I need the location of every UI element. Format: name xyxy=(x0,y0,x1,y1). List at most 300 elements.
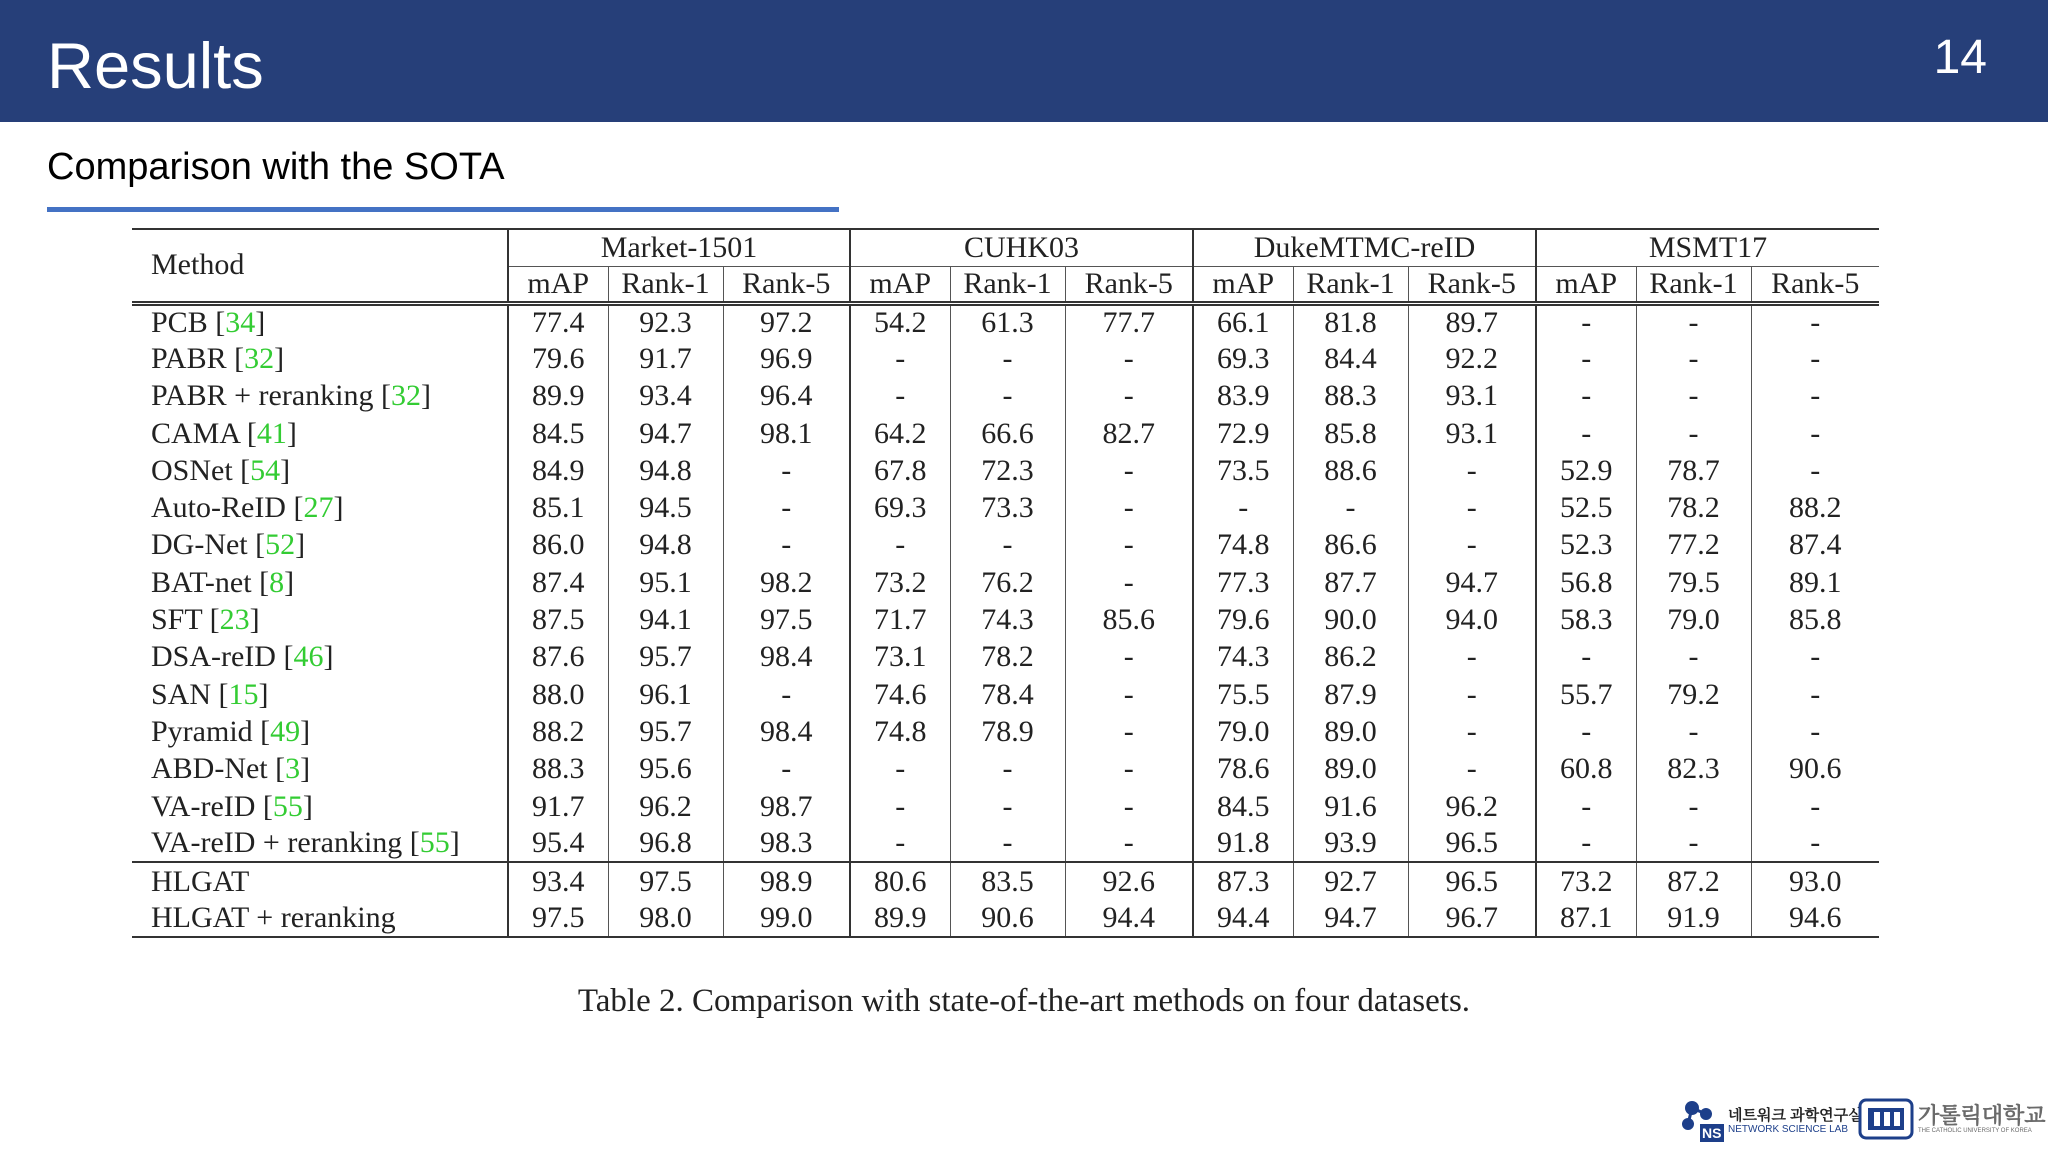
metric-value-cell: - xyxy=(1536,713,1636,750)
metric-value-cell: 94.7 xyxy=(608,415,723,452)
page-number: 14 xyxy=(1933,31,1987,84)
metric-value-cell: - xyxy=(950,378,1065,415)
metric-value-cell: - xyxy=(723,751,850,788)
metric-value-cell: 94.6 xyxy=(1751,900,1879,937)
metric-value-cell: - xyxy=(850,527,950,564)
slide-title: Results xyxy=(47,29,264,102)
dataset-header: Market-1501 xyxy=(508,229,850,266)
university-name-ko: 가톨릭대학교 xyxy=(1918,1103,2046,1128)
method-name-cell xyxy=(132,862,508,899)
metric-value-cell: 98.4 xyxy=(723,713,850,750)
method-name: Auto-ReID xyxy=(151,491,286,525)
method-name-cell: DG-Net [52] xyxy=(151,528,306,562)
metric-value-cell: - xyxy=(1408,676,1536,713)
metric-value-cell: 97.5 xyxy=(508,900,608,937)
metric-value-cell: 77.7 xyxy=(1065,303,1193,340)
method-name-cell: OSNet [54] xyxy=(151,453,291,487)
metric-value-cell: - xyxy=(1636,378,1751,415)
metric-value-cell: - xyxy=(1065,639,1193,676)
metric-value-cell: - xyxy=(1636,415,1751,452)
metric-value-cell: 86.2 xyxy=(1293,639,1408,676)
metric-value-cell: 99.0 xyxy=(723,900,850,937)
method-column-header: Method xyxy=(132,229,508,303)
metric-value-cell: - xyxy=(1065,489,1193,526)
metric-value-cell: 85.1 xyxy=(508,489,608,526)
metric-value-cell: - xyxy=(850,788,950,825)
metric-value-cell: 84.5 xyxy=(1193,788,1293,825)
metric-value-cell: 98.4 xyxy=(723,639,850,676)
metric-value-cell: - xyxy=(1408,527,1536,564)
table-row xyxy=(132,601,1879,638)
dataset-header: CUHK03 xyxy=(850,229,1193,266)
metric-value-cell: 86.6 xyxy=(1293,527,1408,564)
metric-value-cell: 89.7 xyxy=(1408,303,1536,340)
metric-value-cell: 77.3 xyxy=(1193,564,1293,601)
citation-ref: 46 xyxy=(293,640,324,674)
network-lab-name-en: NETWORK SCIENCE LAB xyxy=(1728,1124,1849,1135)
metric-value-cell: 96.5 xyxy=(1408,825,1536,862)
method-name-cell: PABR + reranking [32] xyxy=(151,379,431,413)
metric-value-cell: 79.6 xyxy=(508,340,608,377)
method-name: PABR + reranking xyxy=(151,379,374,413)
metric-value-cell: 78.6 xyxy=(1193,751,1293,788)
metric-value-cell: - xyxy=(1536,639,1636,676)
metric-value-cell: 52.9 xyxy=(1536,452,1636,489)
citation-ref: 54 xyxy=(250,453,281,487)
metric-value-cell: - xyxy=(1408,639,1536,676)
metric-value-cell: 74.3 xyxy=(1193,639,1293,676)
metric-header: Rank-1 xyxy=(1636,266,1751,303)
metric-value-cell: 88.2 xyxy=(1751,489,1879,526)
method-name-cell: PABR [32] xyxy=(151,341,285,375)
metric-value-cell: 93.4 xyxy=(608,378,723,415)
results-table xyxy=(132,228,1879,938)
metric-value-cell: 95.4 xyxy=(508,825,608,862)
slide-header xyxy=(0,0,2048,122)
metric-value-cell: 74.8 xyxy=(850,713,950,750)
metric-header: Rank-1 xyxy=(608,266,723,303)
metric-value-cell: - xyxy=(850,340,950,377)
metric-value-cell: - xyxy=(1065,564,1193,601)
metric-value-cell: 90.6 xyxy=(1751,751,1879,788)
metric-value-cell: 91.8 xyxy=(1193,825,1293,862)
metric-value-cell: 97.5 xyxy=(723,601,850,638)
metric-header: Rank-5 xyxy=(1065,266,1193,303)
metric-value-cell: 81.8 xyxy=(1293,303,1408,340)
metric-value-cell: 92.7 xyxy=(1293,862,1408,899)
metric-header: Rank-5 xyxy=(1751,266,1879,303)
method-name: PABR xyxy=(151,341,227,375)
table-row xyxy=(132,862,1879,899)
metric-header: mAP xyxy=(508,266,608,303)
metric-value-cell: 91.7 xyxy=(508,788,608,825)
metric-value-cell: 79.0 xyxy=(1636,601,1751,638)
metric-value-cell: 58.3 xyxy=(1536,601,1636,638)
dataset-header: DukeMTMC-reID xyxy=(1193,229,1536,266)
metric-value-cell: - xyxy=(1408,489,1536,526)
metric-value-cell: 90.0 xyxy=(1293,601,1408,638)
metric-value-cell: 80.6 xyxy=(850,862,950,899)
metric-value-cell: 96.2 xyxy=(1408,788,1536,825)
network-science-lab-logo xyxy=(1678,1098,1863,1142)
metric-value-cell: 96.9 xyxy=(723,340,850,377)
metric-value-cell: - xyxy=(1751,378,1879,415)
metric-value-cell: 88.3 xyxy=(1293,378,1408,415)
metric-value-cell: 94.4 xyxy=(1193,900,1293,937)
metric-value-cell: 73.2 xyxy=(850,564,950,601)
method-name-cell: VA-reID [55] xyxy=(151,789,313,823)
metric-value-cell: 89.1 xyxy=(1751,564,1879,601)
metric-value-cell: - xyxy=(1536,415,1636,452)
metric-value-cell: 94.7 xyxy=(1293,900,1408,937)
citation-ref: 3 xyxy=(285,752,301,786)
metric-value-cell: 94.5 xyxy=(608,489,723,526)
metric-value-cell: - xyxy=(1065,751,1193,788)
method-name: BAT-net xyxy=(151,565,252,599)
metric-value-cell: - xyxy=(1636,303,1751,340)
catholic-university-logo xyxy=(1858,1096,2046,1142)
metric-value-cell: 82.7 xyxy=(1065,415,1193,452)
citation-ref: 32 xyxy=(244,341,275,375)
metric-value-cell: 93.1 xyxy=(1408,378,1536,415)
metric-value-cell: 52.5 xyxy=(1536,489,1636,526)
metric-value-cell: - xyxy=(1751,340,1879,377)
dataset-header: MSMT17 xyxy=(1536,229,1879,266)
metric-value-cell: 61.3 xyxy=(950,303,1065,340)
table-row xyxy=(132,825,1879,862)
metric-value-cell: - xyxy=(1536,378,1636,415)
metric-value-cell: 72.3 xyxy=(950,452,1065,489)
metric-value-cell: - xyxy=(1636,340,1751,377)
metric-value-cell: - xyxy=(723,452,850,489)
metric-value-cell: - xyxy=(1065,788,1193,825)
subtitle-underline xyxy=(47,207,839,212)
metric-value-cell: 66.1 xyxy=(1193,303,1293,340)
metric-value-cell: 92.2 xyxy=(1408,340,1536,377)
table-row xyxy=(132,788,1879,825)
metric-value-cell: - xyxy=(850,378,950,415)
metric-value-cell: 55.7 xyxy=(1536,676,1636,713)
method-name-cell: SFT [23] xyxy=(151,603,260,637)
metric-value-cell: 52.3 xyxy=(1536,527,1636,564)
metric-value-cell: 73.2 xyxy=(1536,862,1636,899)
metric-value-cell: 60.8 xyxy=(1536,751,1636,788)
method-name: VA-reID + reranking xyxy=(151,826,403,860)
metric-value-cell: - xyxy=(1065,527,1193,564)
metric-value-cell: - xyxy=(1751,303,1879,340)
method-name: ABD-Net xyxy=(151,752,268,786)
metric-value-cell: 79.2 xyxy=(1636,676,1751,713)
method-name: PCB xyxy=(151,305,208,339)
method-name-cell: CAMA [41] xyxy=(151,416,297,450)
metric-value-cell: - xyxy=(1065,676,1193,713)
metric-value-cell: 94.8 xyxy=(608,527,723,564)
metric-header: Rank-5 xyxy=(723,266,850,303)
metric-value-cell: - xyxy=(1536,340,1636,377)
metric-value-cell: - xyxy=(1636,788,1751,825)
metric-value-cell: 98.9 xyxy=(723,862,850,899)
metric-value-cell: 87.3 xyxy=(1193,862,1293,899)
metric-value-cell: 87.1 xyxy=(1536,900,1636,937)
metric-value-cell: 86.0 xyxy=(508,527,608,564)
metric-value-cell: 79.0 xyxy=(1193,713,1293,750)
metric-value-cell: 73.5 xyxy=(1193,452,1293,489)
metric-value-cell: - xyxy=(1536,788,1636,825)
metric-value-cell: 90.6 xyxy=(950,900,1065,937)
metric-value-cell: 74.3 xyxy=(950,601,1065,638)
metric-value-cell: 84.5 xyxy=(508,415,608,452)
metric-value-cell: 88.6 xyxy=(1293,452,1408,489)
metric-value-cell: 74.8 xyxy=(1193,527,1293,564)
metric-value-cell: 88.2 xyxy=(508,713,608,750)
table-row xyxy=(132,489,1879,526)
metric-value-cell: - xyxy=(723,676,850,713)
method-name: Pyramid xyxy=(151,714,253,748)
university-name-en: THE CATHOLIC UNIVERSITY OF KOREA xyxy=(1918,1128,2032,1134)
metric-value-cell: - xyxy=(950,788,1065,825)
metric-value-cell: 69.3 xyxy=(1193,340,1293,377)
metric-value-cell: 54.2 xyxy=(850,303,950,340)
metric-value-cell: - xyxy=(950,527,1065,564)
citation-ref: 8 xyxy=(269,565,285,599)
table-row xyxy=(132,378,1879,415)
metric-value-cell: 89.0 xyxy=(1293,713,1408,750)
metric-value-cell: 78.7 xyxy=(1636,452,1751,489)
method-name: DSA-reID xyxy=(151,640,276,674)
table-row xyxy=(132,452,1879,489)
table-caption: Table 2. Comparison with state-of-the-art methods on four datasets. xyxy=(577,983,1471,1019)
metric-value-cell: - xyxy=(1636,639,1751,676)
metric-value-cell: 94.0 xyxy=(1408,601,1536,638)
metric-value-cell: 85.8 xyxy=(1751,601,1879,638)
metric-value-cell: 95.7 xyxy=(608,639,723,676)
metric-value-cell: 94.4 xyxy=(1065,900,1193,937)
metric-value-cell: 91.6 xyxy=(1293,788,1408,825)
metric-value-cell: - xyxy=(1065,452,1193,489)
metric-value-cell: - xyxy=(1751,639,1879,676)
metric-value-cell: - xyxy=(1751,415,1879,452)
method-name: SAN xyxy=(151,677,212,711)
metric-value-cell: - xyxy=(850,825,950,862)
citation-ref: 23 xyxy=(219,603,250,637)
citation-ref: 32 xyxy=(390,379,421,413)
metric-value-cell: - xyxy=(1065,713,1193,750)
metric-value-cell: - xyxy=(1751,452,1879,489)
method-name-cell: PCB [34] xyxy=(151,305,266,339)
metric-value-cell: 96.4 xyxy=(723,378,850,415)
metric-value-cell: 97.5 xyxy=(608,862,723,899)
network-lab-badge: NS xyxy=(1702,1125,1722,1141)
metric-value-cell: 98.1 xyxy=(723,415,850,452)
citation-ref: 49 xyxy=(270,714,301,748)
metric-value-cell: 94.8 xyxy=(608,452,723,489)
method-name-cell xyxy=(132,900,508,937)
metric-value-cell: 78.9 xyxy=(950,713,1065,750)
method-name: HLGAT xyxy=(151,864,250,898)
metric-value-cell: 79.5 xyxy=(1636,564,1751,601)
metric-value-cell: 96.2 xyxy=(608,788,723,825)
metric-value-cell: 56.8 xyxy=(1536,564,1636,601)
table-row xyxy=(132,713,1879,750)
metric-value-cell: 98.3 xyxy=(723,825,850,862)
table-row xyxy=(132,340,1879,377)
catholic-university-emblem xyxy=(1858,1096,1914,1142)
metric-value-cell: 92.3 xyxy=(608,303,723,340)
metric-value-cell: 71.7 xyxy=(850,601,950,638)
metric-value-cell: 89.9 xyxy=(508,378,608,415)
citation-ref: 27 xyxy=(303,491,334,525)
citation-ref: 34 xyxy=(225,305,256,339)
method-name: CAMA xyxy=(151,416,240,450)
metric-value-cell: - xyxy=(1408,713,1536,750)
metric-value-cell: - xyxy=(723,527,850,564)
metric-value-cell: - xyxy=(1408,751,1536,788)
metric-value-cell: 93.4 xyxy=(508,862,608,899)
metric-value-cell: 87.6 xyxy=(508,639,608,676)
metric-value-cell: 92.6 xyxy=(1065,862,1193,899)
method-name: DG-Net xyxy=(151,528,248,562)
metric-value-cell: 78.4 xyxy=(950,676,1065,713)
metric-value-cell: 67.8 xyxy=(850,452,950,489)
metric-value-cell: - xyxy=(1065,378,1193,415)
table-row xyxy=(132,676,1879,713)
metric-value-cell: 93.1 xyxy=(1408,415,1536,452)
table-row xyxy=(132,415,1879,452)
metric-value-cell: 72.9 xyxy=(1193,415,1293,452)
metric-value-cell: 73.3 xyxy=(950,489,1065,526)
metric-header: Rank-5 xyxy=(1408,266,1536,303)
metric-value-cell: 96.1 xyxy=(608,676,723,713)
metric-value-cell: - xyxy=(950,825,1065,862)
metric-value-cell: - xyxy=(1636,825,1751,862)
method-name-cell: Auto-ReID [27] xyxy=(151,491,344,525)
metric-value-cell: 96.5 xyxy=(1408,862,1536,899)
metric-value-cell: 73.1 xyxy=(850,639,950,676)
citation-ref: 52 xyxy=(265,528,296,562)
citation-ref: 41 xyxy=(256,416,287,450)
table-row xyxy=(132,303,1879,340)
metric-value-cell: 97.2 xyxy=(723,303,850,340)
metric-value-cell: - xyxy=(1065,340,1193,377)
metric-value-cell: - xyxy=(850,751,950,788)
metric-value-cell: 87.9 xyxy=(1293,676,1408,713)
method-name: HLGAT + reranking xyxy=(151,900,396,934)
metric-value-cell: 87.5 xyxy=(508,601,608,638)
metric-value-cell: - xyxy=(1193,489,1293,526)
metric-value-cell: - xyxy=(1536,303,1636,340)
metric-value-cell: 95.1 xyxy=(608,564,723,601)
metric-value-cell: - xyxy=(1408,452,1536,489)
metric-value-cell: - xyxy=(1636,713,1751,750)
metric-value-cell: - xyxy=(950,751,1065,788)
metric-value-cell: 93.0 xyxy=(1751,862,1879,899)
metric-value-cell: 89.0 xyxy=(1293,751,1408,788)
citation-ref: 55 xyxy=(419,826,450,860)
method-name-cell: BAT-net [8] xyxy=(151,565,295,599)
citation-ref: 15 xyxy=(228,677,259,711)
metric-value-cell: 74.6 xyxy=(850,676,950,713)
metric-value-cell: 98.0 xyxy=(608,900,723,937)
metric-value-cell: 95.6 xyxy=(608,751,723,788)
method-name-cell: Pyramid [49] xyxy=(151,714,311,748)
metric-value-cell: - xyxy=(723,489,850,526)
metric-value-cell: 75.5 xyxy=(1193,676,1293,713)
metric-header: mAP xyxy=(1193,266,1293,303)
network-lab-name-ko: 네트워크 과학연구실 xyxy=(1728,1107,1863,1124)
metric-value-cell: 78.2 xyxy=(950,639,1065,676)
metric-header: mAP xyxy=(850,266,950,303)
metric-value-cell: 85.8 xyxy=(1293,415,1408,452)
metric-value-cell: 87.4 xyxy=(508,564,608,601)
metric-value-cell: - xyxy=(1536,825,1636,862)
metric-value-cell: - xyxy=(950,340,1065,377)
metric-value-cell: 87.2 xyxy=(1636,862,1751,899)
metric-value-cell: 76.2 xyxy=(950,564,1065,601)
table-row xyxy=(132,751,1879,788)
metric-value-cell: 94.7 xyxy=(1408,564,1536,601)
metric-value-cell: 96.7 xyxy=(1408,900,1536,937)
metric-value-cell: - xyxy=(1751,825,1879,862)
metric-value-cell: 66.6 xyxy=(950,415,1065,452)
metric-value-cell: 87.7 xyxy=(1293,564,1408,601)
metric-value-cell: 96.8 xyxy=(608,825,723,862)
metric-value-cell: 79.6 xyxy=(1193,601,1293,638)
method-name-cell: SAN [15] xyxy=(151,677,269,711)
metric-value-cell: 78.2 xyxy=(1636,489,1751,526)
metric-value-cell: 98.7 xyxy=(723,788,850,825)
metric-value-cell: 88.3 xyxy=(508,751,608,788)
metric-value-cell: 91.9 xyxy=(1636,900,1751,937)
metric-value-cell: 84.4 xyxy=(1293,340,1408,377)
metric-value-cell: 77.4 xyxy=(508,303,608,340)
metric-value-cell: 93.9 xyxy=(1293,825,1408,862)
metric-value-cell: 89.9 xyxy=(850,900,950,937)
method-name: OSNet xyxy=(151,453,233,487)
table-row xyxy=(132,564,1879,601)
metric-value-cell: 77.2 xyxy=(1636,527,1751,564)
metric-value-cell: - xyxy=(1751,713,1879,750)
slide-subtitle: Comparison with the SOTA xyxy=(47,146,505,188)
table-row xyxy=(132,639,1879,676)
method-name: VA-reID xyxy=(151,789,256,823)
table-row xyxy=(132,900,1879,937)
metric-value-cell: - xyxy=(1751,788,1879,825)
metric-value-cell: 87.4 xyxy=(1751,527,1879,564)
results-table-body xyxy=(132,303,1879,937)
method-name-cell: DSA-reID [46] xyxy=(151,640,334,674)
metric-value-cell: - xyxy=(1065,825,1193,862)
metric-value-cell: - xyxy=(1293,489,1408,526)
metric-header: Rank-1 xyxy=(950,266,1065,303)
metric-value-cell: 98.2 xyxy=(723,564,850,601)
metric-value-cell: 85.6 xyxy=(1065,601,1193,638)
metric-value-cell: 91.7 xyxy=(608,340,723,377)
metric-value-cell: 69.3 xyxy=(850,489,950,526)
metric-value-cell: 88.0 xyxy=(508,676,608,713)
citation-ref: 55 xyxy=(272,789,303,823)
metric-value-cell: 83.9 xyxy=(1193,378,1293,415)
metric-value-cell: 94.1 xyxy=(608,601,723,638)
metric-value-cell: 82.3 xyxy=(1636,751,1751,788)
metric-value-cell: 84.9 xyxy=(508,452,608,489)
method-name-cell: VA-reID + reranking [55] xyxy=(151,826,460,860)
metric-value-cell: - xyxy=(1751,676,1879,713)
metric-value-cell: 95.7 xyxy=(608,713,723,750)
method-name-cell: ABD-Net [3] xyxy=(151,752,311,786)
method-name: SFT xyxy=(151,603,203,637)
metric-value-cell: 83.5 xyxy=(950,862,1065,899)
metric-value-cell: 64.2 xyxy=(850,415,950,452)
